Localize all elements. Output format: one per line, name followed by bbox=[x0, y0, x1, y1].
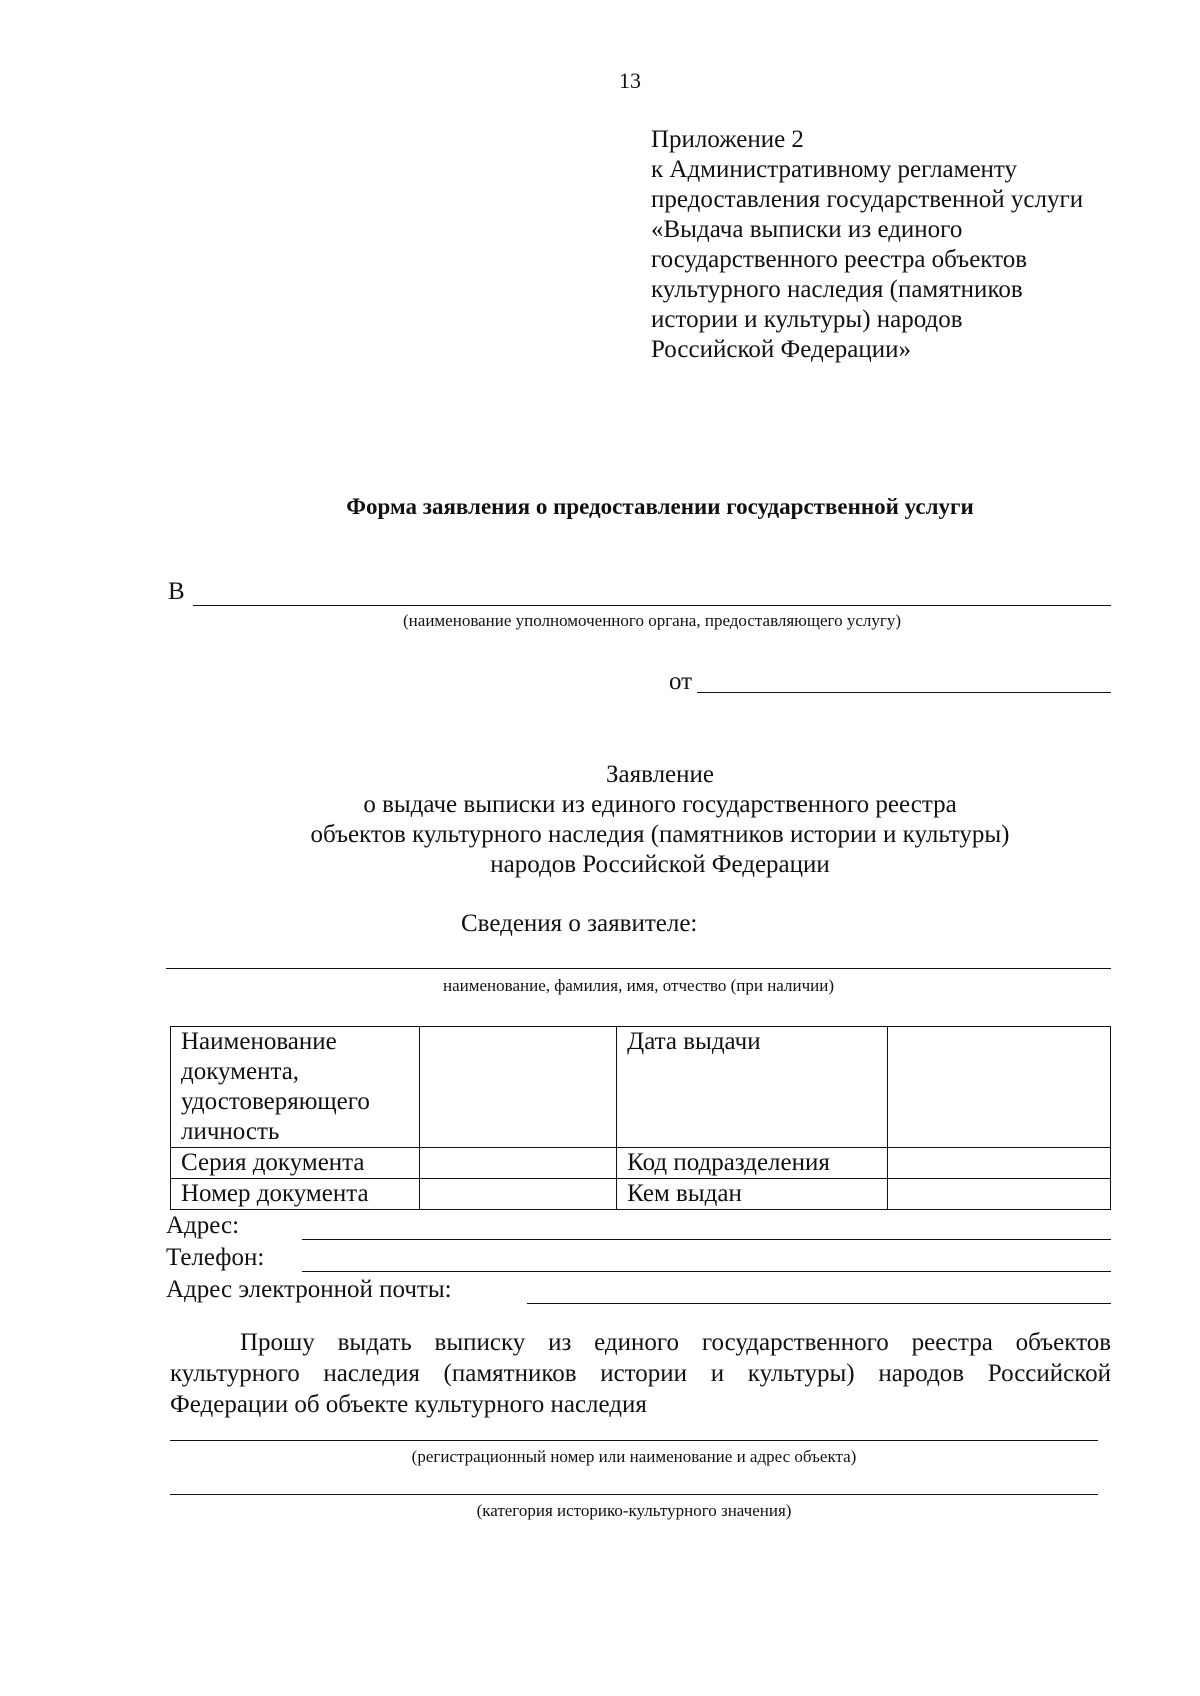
appendix-header bbox=[651, 125, 1083, 365]
address-field-line[interactable] bbox=[302, 1239, 1111, 1240]
appendix-line: культурного наследия (памятников bbox=[651, 276, 1023, 303]
statement-line: объектов культурного наследия (памятников истории и культуры) bbox=[310, 821, 1010, 848]
email-label: Адрес электронной почты: bbox=[166, 1276, 452, 1303]
division-code-value[interactable] bbox=[887, 1148, 1110, 1179]
doc-number-label: Номер документа bbox=[171, 1179, 420, 1210]
statement-title bbox=[150, 760, 1170, 880]
applicant-name-field-line[interactable] bbox=[166, 968, 1111, 969]
statement-line: народов Российской Федерации bbox=[490, 851, 830, 878]
issued-by-value[interactable] bbox=[887, 1179, 1110, 1210]
phone-label: Телефон: bbox=[166, 1244, 265, 1271]
request-line: Прошу выдать выписку из единого государственного реестра объектов bbox=[240, 1329, 1111, 1356]
request-paragraph bbox=[170, 1327, 1111, 1420]
sender-field-line[interactable] bbox=[697, 692, 1111, 693]
category-caption: (категория историко-культурного значения) bbox=[476, 1501, 792, 1520]
doc-series-value[interactable] bbox=[420, 1148, 617, 1179]
appendix-line: истории и культуры) народов bbox=[651, 306, 963, 333]
page-number: 13 bbox=[619, 68, 641, 93]
recipient-field-line[interactable] bbox=[193, 605, 1111, 606]
doc-name-label: Наименование документа, удостоверяющего личность bbox=[171, 1027, 420, 1148]
appendix-line: к Административному регламенту bbox=[651, 156, 1018, 183]
applicant-heading: Сведения о заявителе: bbox=[461, 910, 698, 937]
object-caption: (регистрационный номер или наименование и адрес объекта) bbox=[411, 1447, 857, 1466]
issue-date-label: Дата выдачи bbox=[617, 1027, 888, 1148]
applicant-name-caption: наименование, фамилия, имя, отчество (при наличии) bbox=[443, 976, 834, 995]
category-field-line[interactable] bbox=[170, 1494, 1098, 1495]
appendix-line: Приложение 2 bbox=[651, 126, 804, 153]
address-label: Адрес: bbox=[166, 1212, 240, 1239]
issued-by-label: Кем выдан bbox=[617, 1179, 888, 1210]
from-prefix: от bbox=[669, 668, 693, 695]
doc-name-value[interactable] bbox=[420, 1027, 617, 1148]
statement-line: Заявление bbox=[605, 761, 715, 788]
object-field-line[interactable] bbox=[170, 1440, 1098, 1441]
table-row bbox=[171, 1148, 1111, 1179]
form-title: Форма заявления о предоставлении государственной услуги bbox=[346, 494, 974, 519]
email-field-line[interactable] bbox=[527, 1303, 1111, 1304]
recipient-caption: (наименование уполномоченного органа, предоставляющего услугу) bbox=[403, 611, 901, 630]
appendix-line: предоставления государственной услуги bbox=[651, 186, 1084, 213]
table-row bbox=[171, 1027, 1111, 1148]
table-row bbox=[171, 1179, 1111, 1210]
phone-field-line[interactable] bbox=[302, 1271, 1111, 1272]
doc-number-value[interactable] bbox=[420, 1179, 617, 1210]
appendix-line: Российской Федерации» bbox=[651, 336, 912, 363]
doc-series-label: Серия документа bbox=[171, 1148, 420, 1179]
appendix-line: государственного реестра объектов bbox=[651, 246, 1028, 273]
statement-line: о выдаче выписки из единого государственного реестра bbox=[363, 791, 957, 818]
division-code-label: Код подразделения bbox=[617, 1148, 888, 1179]
to-prefix: В bbox=[168, 578, 185, 605]
id-document-table bbox=[170, 1026, 1111, 1210]
issue-date-value[interactable] bbox=[887, 1027, 1110, 1148]
request-line: Федерации об объекте культурного наследия bbox=[170, 1391, 647, 1418]
request-line: культурного наследия (памятников истории и культуры) народов Российской bbox=[170, 1360, 1111, 1387]
appendix-line: «Выдача выписки из единого bbox=[651, 216, 963, 243]
